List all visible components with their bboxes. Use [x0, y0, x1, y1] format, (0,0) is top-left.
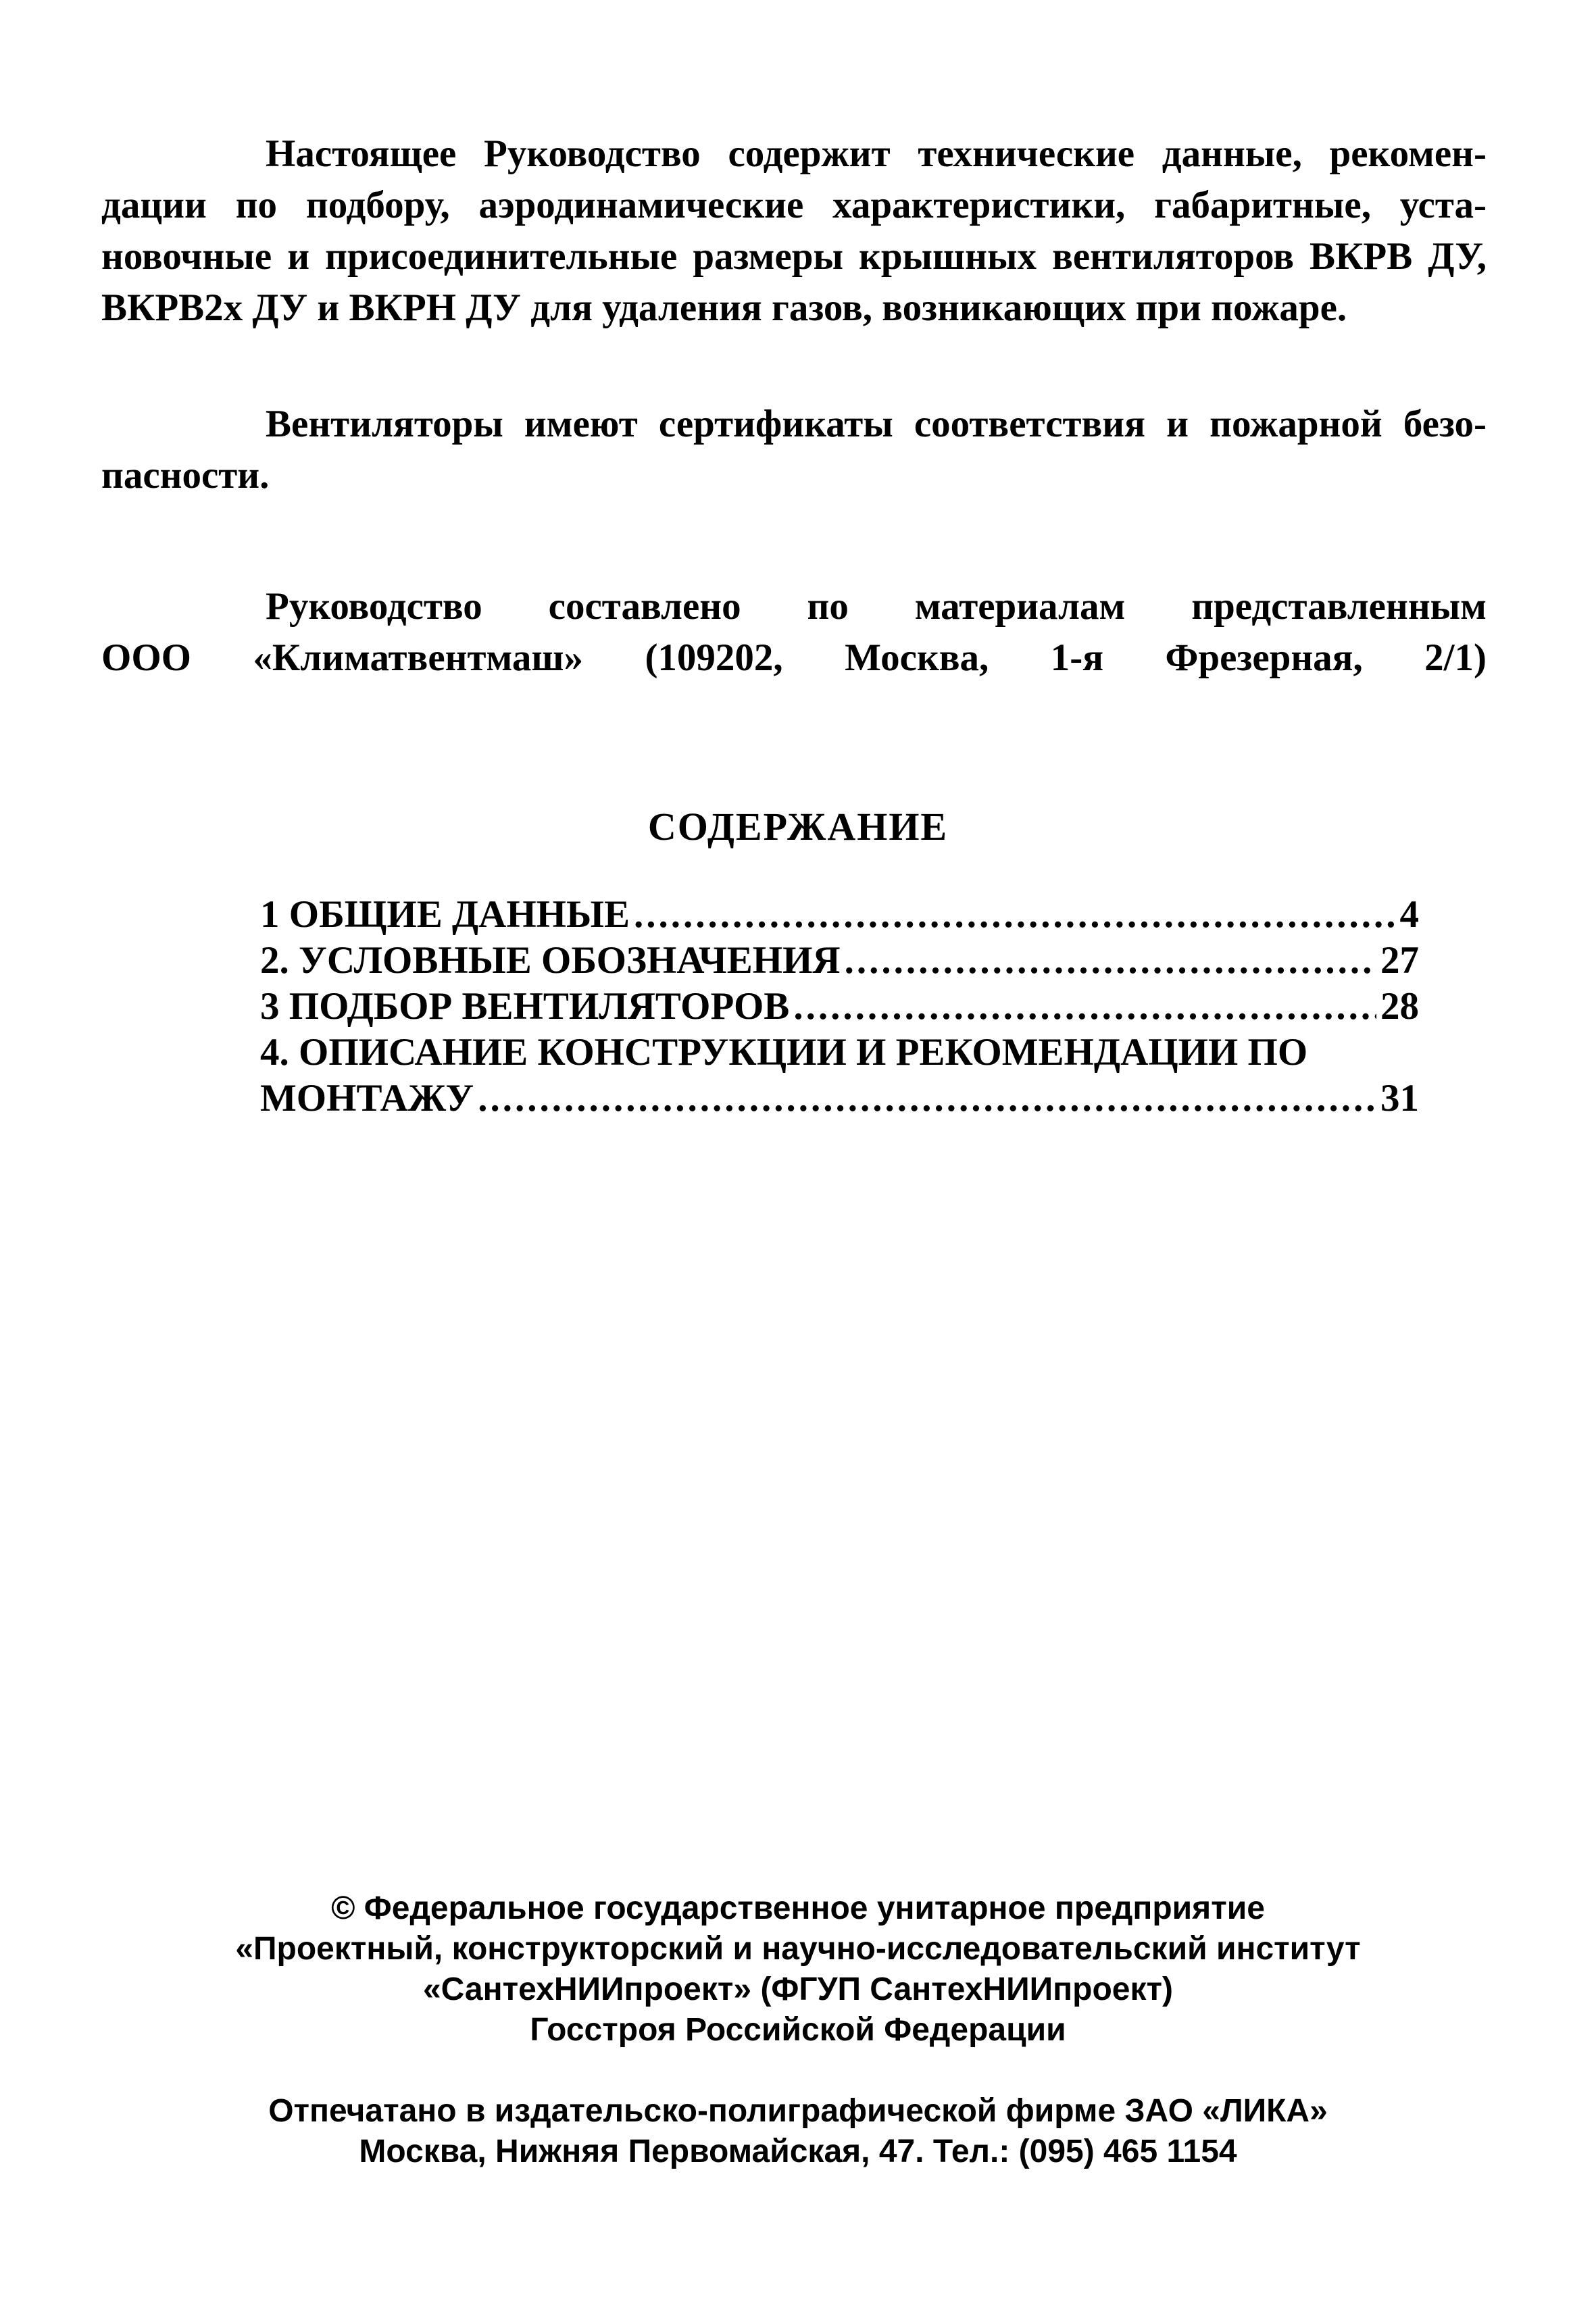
toc-item-page: 28 — [1380, 985, 1419, 1028]
intro-paragraph-1: Настоящее Руководство содержит технические данные, рекомендации по подбору, аэродинамические характеристики, габаритные, установочные и присоединительные размеры крышных вентиляторов ВКРВ ДУ, ВКРВ2х ДУ и ВКРН ДУ для удаления газов, возникающих при пожаре. — [101, 132, 1487, 329]
copyright-line: © Федеральное государственное унитарное предприятие — [331, 1890, 1265, 1926]
toc-item-page: 4 — [1399, 893, 1419, 936]
intro-paragraph-3 — [101, 581, 1487, 684]
toc-heading: СОДЕРЖАНИЕ — [647, 805, 949, 849]
toc-item-title: 3 ПОДБОР ВЕНТИЛЯТОРОВ — [260, 985, 790, 1028]
parent-agency: Госстроя Российской Федерации — [530, 2012, 1066, 2048]
source-organization: ООО «Климатвентмаш» (109202, Москва, 1-я Фрезерная, 2/1) — [101, 636, 1487, 679]
publisher-imprint — [0, 1888, 1596, 2051]
toc-leader-dots — [845, 938, 1376, 984]
printer-imprint — [0, 2091, 1596, 2172]
toc-item-page: 27 — [1380, 939, 1419, 982]
institute-name: «Проектный, конструкторский и научно-исследовательский институт — [235, 1931, 1361, 1967]
intro-paragraph-2: Вентиляторы имеют сертификаты соответствия и пожарной безопасности. — [101, 403, 1487, 497]
toc-leader-dots — [634, 892, 1395, 938]
toc-item-title: 1 ОБЩИЕ ДАННЫЕ — [260, 893, 630, 936]
toc-item-title: 2. УСЛОВНЫЕ ОБОЗНАЧЕНИЯ — [260, 939, 841, 982]
toc-item-title-line-1: 4. ОПИСАНИЕ КОНСТРУКЦИИ И РЕКОМЕНДАЦИИ ПО — [260, 1031, 1308, 1074]
institute-short-name: «СантехНИИпроект» (ФГУП СантехНИИпроект) — [422, 1971, 1174, 2007]
toc-item-page: 31 — [1380, 1077, 1419, 1120]
toc-leader-dots — [793, 984, 1376, 1030]
printer-name: Отпечатано в издательско-полиграфической фирме ЗАО «ЛИКА» — [268, 2093, 1328, 2129]
toc-item-title-line-2: МОНТАЖУ — [260, 1077, 474, 1120]
toc-item-symbols[interactable] — [260, 938, 1419, 984]
printer-address: Москва, Нижняя Первомайская, 47. Тел.: (095) 465 1154 — [359, 2134, 1237, 2169]
source-statement: Руководство составлено по материалам представленным — [266, 585, 1487, 628]
toc-item-fan-selection[interactable] — [260, 984, 1419, 1030]
toc-item-design-and-installation[interactable] — [260, 1030, 1419, 1122]
table-of-contents — [260, 892, 1419, 1122]
toc-leader-dots — [478, 1076, 1376, 1122]
toc-item-general-data[interactable] — [260, 892, 1419, 938]
